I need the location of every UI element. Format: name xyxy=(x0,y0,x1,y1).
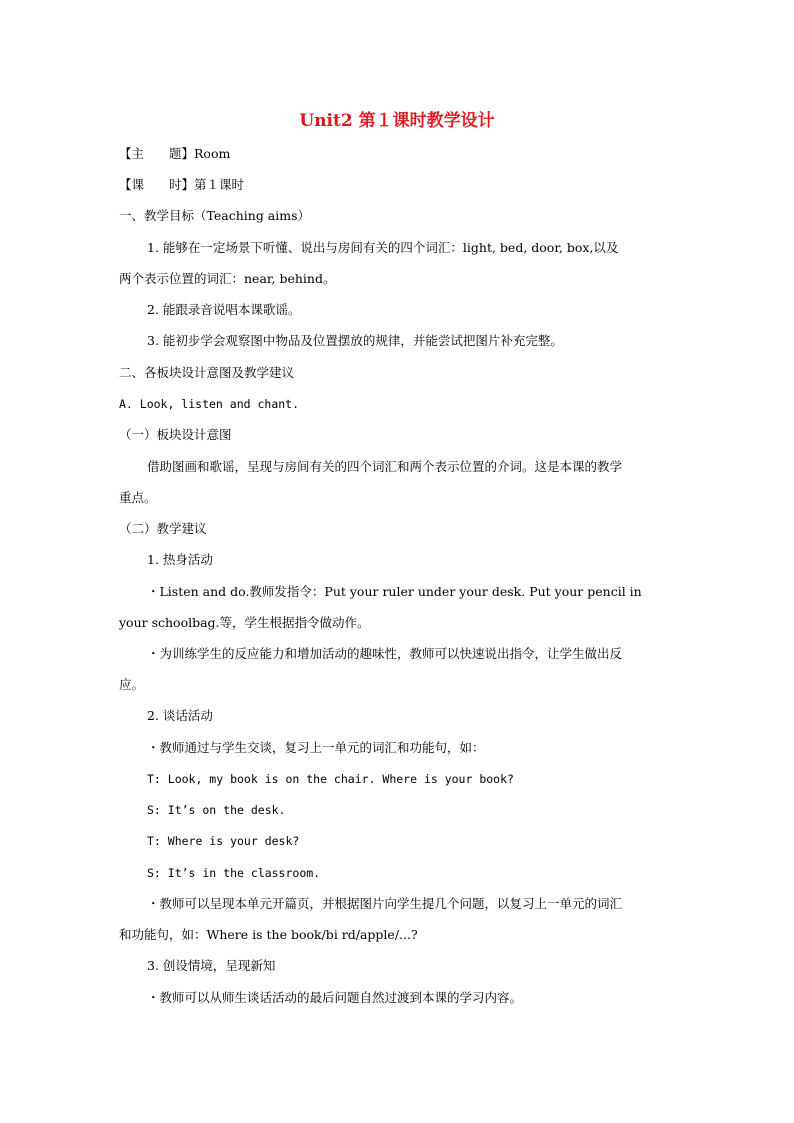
section-heading-aims: 一、教学目标（Teaching aims） xyxy=(119,208,311,223)
intent-text-cont: 重点。 xyxy=(119,490,157,505)
topic-line: 【主 题】Room xyxy=(119,146,231,161)
part-a-heading: A. Look, listen and chant. xyxy=(119,397,300,411)
step-1-bullet-1-cont: your schoolbag.等，学生根据指令做动作。 xyxy=(119,615,370,630)
aim-3: 3. 能初步学会观察图中物品及位置摆放的规律，并能尝试把图片补充完整。 xyxy=(147,333,563,348)
dialogue-line-3: T: Where is your desk? xyxy=(147,834,300,848)
intent-text: 借助图画和歌谣，呈现与房间有关的四个词汇和两个表示位置的介词。这是本课的教学 xyxy=(147,459,623,474)
section-heading-design: 二、各板块设计意图及教学建议 xyxy=(119,365,295,380)
step-2-heading: 2. 谈话活动 xyxy=(147,708,213,723)
step-1-heading: 1. 热身活动 xyxy=(147,552,213,567)
aim-1-cont: 两个表示位置的词汇：near, behind。 xyxy=(119,271,336,286)
dialogue-line-4: S: It’s in the classroom. xyxy=(147,866,321,880)
subsection-intent: （一）板块设计意图 xyxy=(119,427,232,442)
step-1-bullet-2: ・为训练学生的反应能力和增加活动的趣味性，教师可以快速说出指令，让学生做出反 xyxy=(147,646,623,661)
aim-1: 1. 能够在一定场景下听懂、说出与房间有关的四个词汇：light, bed, door, box,以及 xyxy=(147,240,619,255)
step-2-bullet-1: ・教师通过与学生交谈，复习上一单元的词汇和功能句，如： xyxy=(147,740,485,755)
period-line: 【课 时】第１课时 xyxy=(119,177,245,192)
document-title: Unit2 第１课时教学设计 xyxy=(299,111,495,131)
aim-2: 2. 能跟录音说唱本课歌谣。 xyxy=(147,302,301,317)
step-3-heading: 3. 创设情境，呈现新知 xyxy=(147,958,276,973)
step-1-bullet-1: ・Listen and do.教师发指令：Put your ruler under your desk. Put your pencil in xyxy=(147,584,642,599)
dialogue-line-1: T: Look, my book is on the chair. Where is your book? xyxy=(147,772,514,786)
dialogue-line-2: S: It’s on the desk. xyxy=(147,803,286,817)
subsection-suggestions: （二）教学建议 xyxy=(119,521,207,536)
step-1-bullet-2-cont: 应。 xyxy=(119,677,145,692)
step-2-bullet-2: ・教师可以呈现本单元开篇页，并根据图片向学生提几个问题，以复习上一单元的词汇 xyxy=(147,896,623,911)
step-2-bullet-2-cont: 和功能句，如：Where is the book/bi rd/apple/...? xyxy=(119,927,418,942)
step-3-bullet-1: ・教师可以从师生谈话活动的最后问题自然过渡到本课的学习内容。 xyxy=(147,990,523,1005)
